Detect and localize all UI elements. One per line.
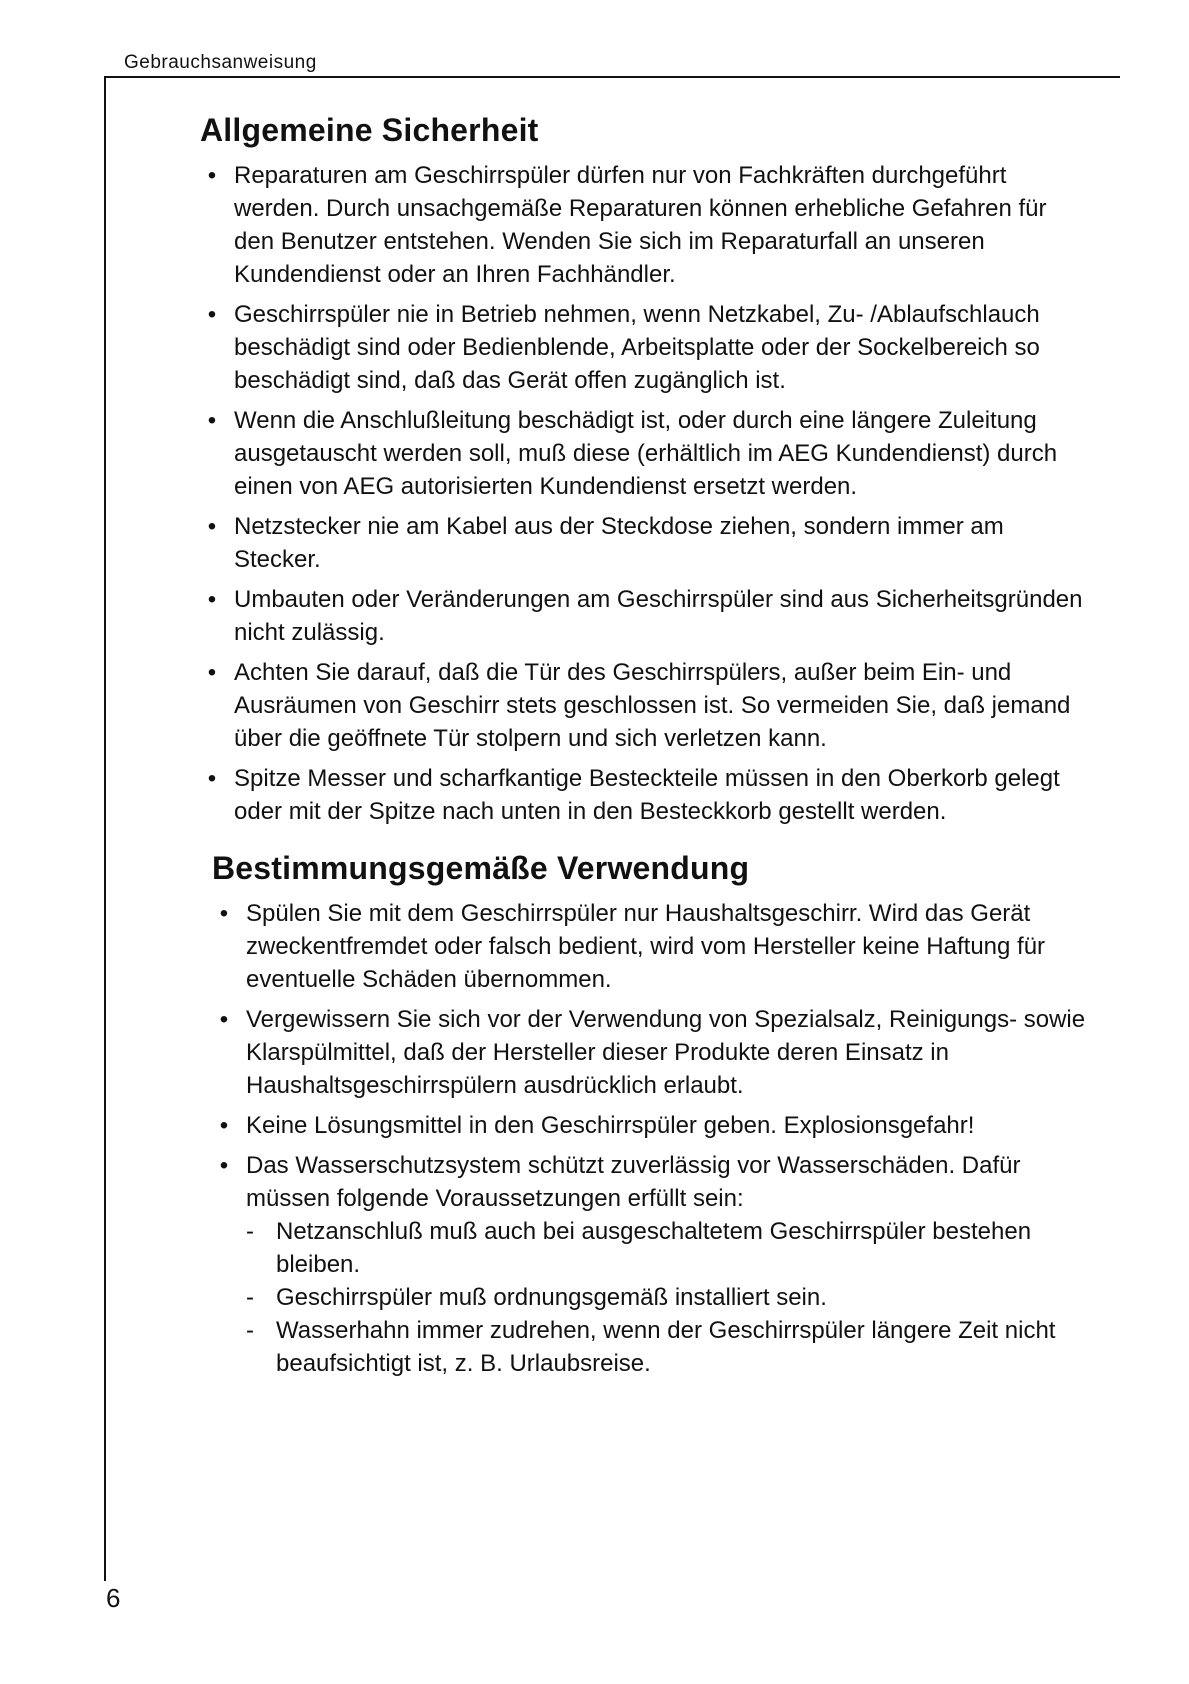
- section-title-intended-use: Bestimmungsgemäße Verwendung: [212, 850, 750, 886]
- sublist-item-text: Netzanschluß muß auch bei ausgeschaltetem Geschirrspüler bestehen bleiben.: [276, 1218, 1032, 1278]
- bullet-icon: •: [207, 659, 217, 686]
- page-content: [200, 112, 1090, 1387]
- list-item: [200, 404, 1090, 503]
- bullet-icon: •: [207, 765, 217, 792]
- list-item: [212, 897, 1090, 996]
- list-item: [200, 656, 1090, 755]
- list-item: [212, 1003, 1090, 1102]
- section-title-safety: Allgemeine Sicherheit: [200, 112, 539, 148]
- bullet-icon: •: [207, 162, 217, 189]
- list-item: [200, 159, 1090, 291]
- list-item-text: Das Wasserschutzsystem schützt zuverlässig vor Wasserschäden. Dafür müssen folgende Voraussetzungen erfüllt sein:: [246, 1152, 1021, 1212]
- sublist-item: [246, 1314, 1090, 1380]
- bullet-icon: •: [219, 1112, 229, 1139]
- dash-icon: -: [246, 1284, 254, 1311]
- list-item-text: Wenn die Anschlußleitung beschädigt ist, oder durch eine längere Zuleitung ausgetauscht werden soll, muß diese (erhältlich im AEG Kundendienst) durch einen von AEG autorisierten Kundendienst ersetzt werden.: [234, 407, 1058, 500]
- bullet-icon: •: [219, 900, 229, 927]
- bullet-icon: •: [207, 586, 217, 613]
- list-item: [212, 1149, 1090, 1380]
- list-item-text: Geschirrspüler nie in Betrieb nehmen, wenn Netzkabel, Zu- /Ablaufschlauch beschädigt sind oder Bedienblende, Arbeitsplatte oder der Sockelbereich so beschädigt sind, daß das Gerät offen zugänglich ist.: [234, 301, 1040, 394]
- bullet-icon: •: [219, 1152, 229, 1179]
- list-item-text: Keine Lösungsmittel in den Geschirrspüler geben. Explosionsgefahr!: [246, 1112, 975, 1139]
- header-rule: [104, 76, 1120, 78]
- list-item-text: Spülen Sie mit dem Geschirrspüler nur Haushaltsgeschirr. Wird das Gerät zweckentfremdet oder falsch bedient, wird vom Hersteller keine Haftung für eventuelle Schäden übernommen.: [246, 900, 1046, 993]
- bullet-icon: •: [219, 1006, 229, 1033]
- bullet-icon: •: [207, 407, 217, 434]
- safety-list: [200, 159, 1090, 828]
- list-item: [200, 298, 1090, 397]
- sublist-item: [246, 1215, 1090, 1281]
- list-item: [200, 583, 1090, 649]
- list-item: [200, 510, 1090, 576]
- intended-use-list: [212, 897, 1090, 1380]
- dash-icon: -: [246, 1317, 254, 1344]
- left-margin-rule: [104, 76, 106, 1581]
- page-number: 6: [106, 1583, 121, 1613]
- list-item-text: Umbauten oder Veränderungen am Geschirrspüler sind aus Sicherheitsgründen nicht zulässig.: [234, 586, 1083, 646]
- running-header: Gebrauchsanweisung: [124, 52, 317, 73]
- list-item: [200, 762, 1090, 828]
- bullet-icon: •: [207, 513, 217, 540]
- bullet-icon: •: [207, 301, 217, 328]
- list-item-text: Spitze Messer und scharfkantige Besteckteile müssen in den Oberkorb gelegt oder mit der Spitze nach unten in den Besteckkorb gestellt werden.: [234, 765, 1060, 825]
- sublist-item-text: Wasserhahn immer zudrehen, wenn der Geschirrspüler längere Zeit nicht beaufsichtigt ist, z. B. Urlaubsreise.: [276, 1317, 1056, 1377]
- requirements-sublist: [246, 1215, 1090, 1380]
- list-item-text: Achten Sie darauf, daß die Tür des Geschirrspülers, außer beim Ein- und Ausräumen von Geschirr stets geschlossen ist. So vermeiden Sie, daß jemand über die geöffnete Tür stolpern und sich verletzen kann.: [234, 659, 1071, 752]
- dash-icon: -: [246, 1218, 254, 1245]
- list-item-text: Netzstecker nie am Kabel aus der Steckdose ziehen, sondern immer am Stecker.: [234, 513, 1004, 573]
- list-item: [212, 1109, 1090, 1142]
- sublist-item: [246, 1281, 1090, 1314]
- sublist-item-text: Geschirrspüler muß ordnungsgemäß installiert sein.: [276, 1284, 827, 1311]
- list-item-text: Vergewissern Sie sich vor der Verwendung von Spezialsalz, Reinigungs- sowie Klarspülmittel, daß der Hersteller dieser Produkte deren Einsatz in Haushaltsgeschirrspülern ausdrücklich erlaubt.: [246, 1006, 1086, 1099]
- list-item-text: Reparaturen am Geschirrspüler dürfen nur von Fachkräften durchgeführt werden. Durch unsachgemäße Reparaturen können erhebliche Gefahren für den Benutzer entstehen. Wenden Sie sich im Reparaturfall an unseren Kundendienst oder an Ihren Fachhändler.: [234, 162, 1047, 288]
